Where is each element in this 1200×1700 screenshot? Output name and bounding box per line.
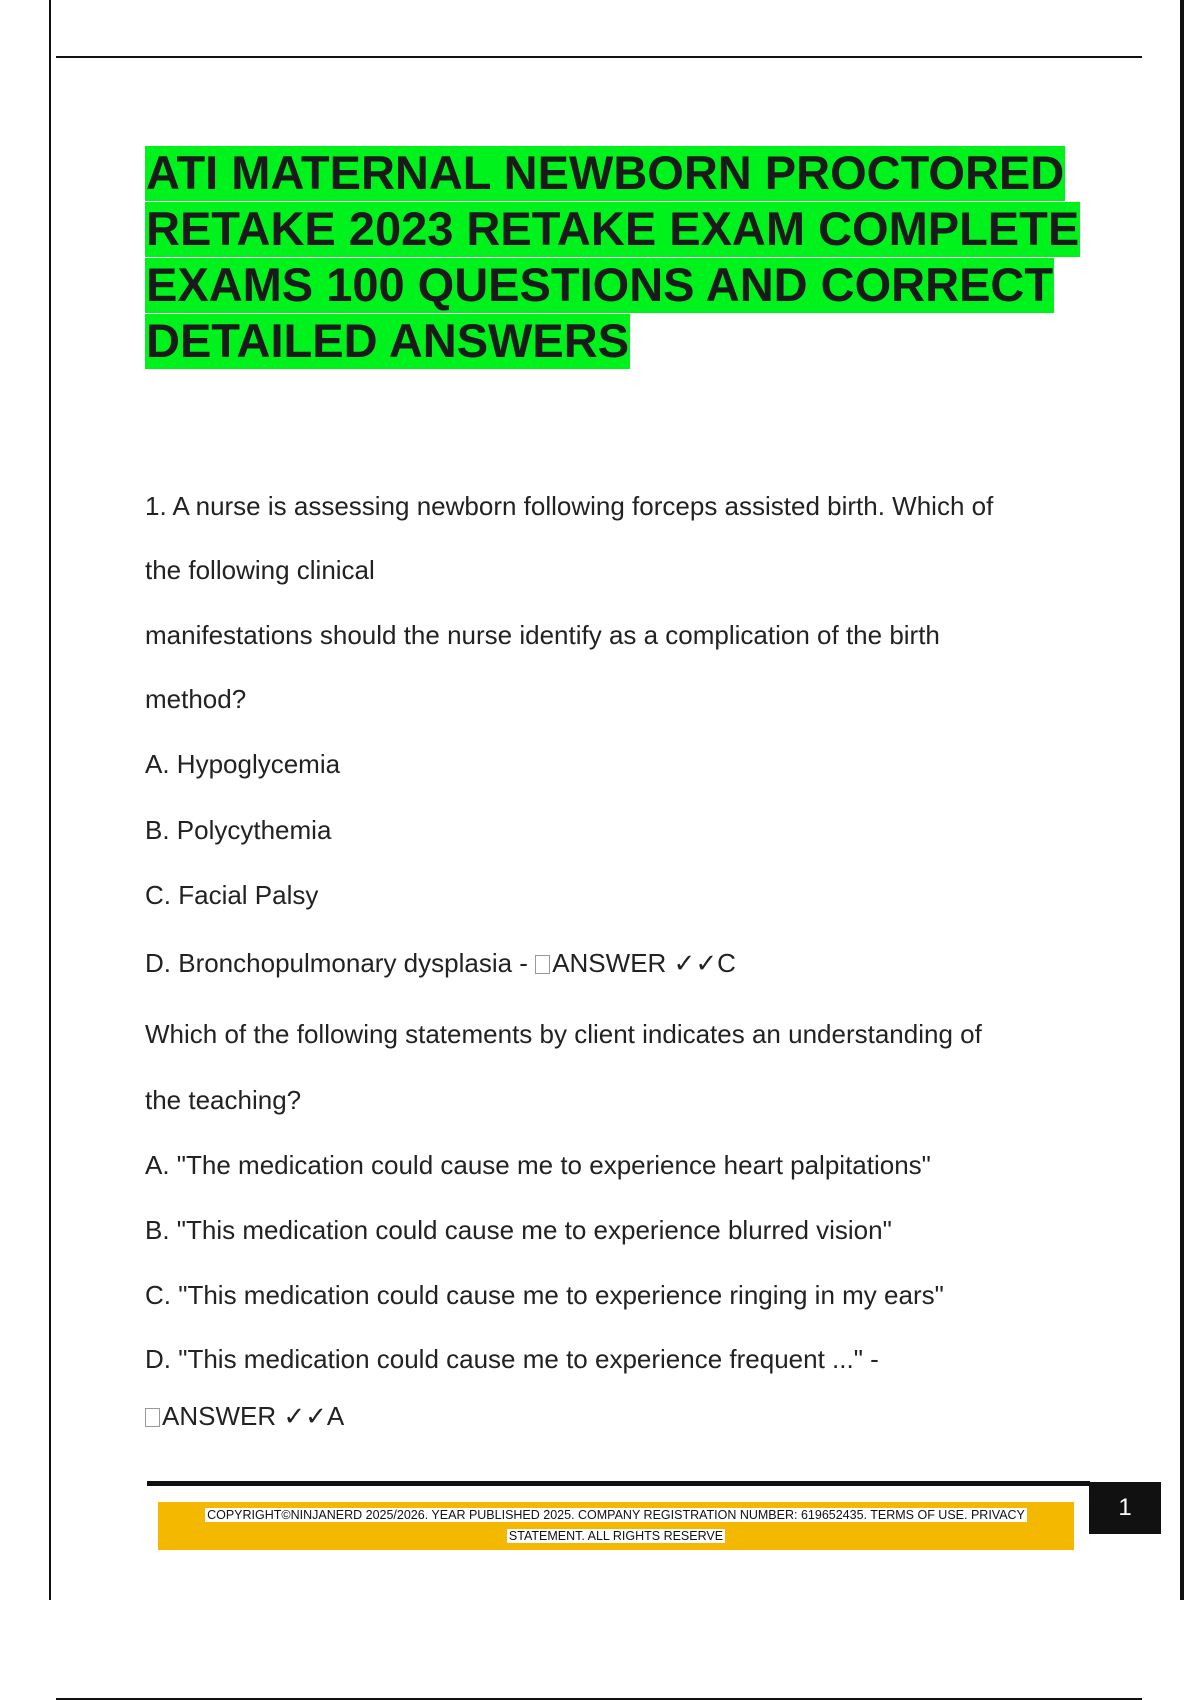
copyright-line-2: STATEMENT. ALL RIGHTS RESERVE (508, 1529, 724, 1543)
copyright-footer (158, 1502, 1074, 1550)
question-1-option-c: C. Facial Palsy (145, 880, 319, 910)
page-border-right (1180, 0, 1184, 1600)
copyright-line-1: COPYRIGHT©NINJANERD 2025/2026. YEAR PUBLISHED 2025. COMPANY REGISTRATION NUMBER: 619652435. TERMS OF USE. PRIVACY (207, 1508, 1025, 1522)
question-1-option-d-text: D. Bronchopulmonary dysplasia - (145, 948, 536, 978)
question-2-answer-line (145, 1399, 1105, 1433)
question-2-line-1: Which of the following statements by client indicates an understanding of (145, 1019, 982, 1049)
question-2-answer: ANSWER ✓✓A (162, 1401, 345, 1431)
page-number: 1 (1089, 1482, 1161, 1534)
question-2-option-b: B. "This medication could cause me to experience blurred vision" (145, 1215, 892, 1245)
question-1-answer: ANSWER ✓✓C (552, 948, 736, 978)
question-1-line-3: manifestations should the nurse identify as a complication of the birth (145, 620, 940, 650)
question-2-line-2: the teaching? (145, 1085, 302, 1115)
question-1-option-a: A. Hypoglycemia (145, 749, 341, 779)
question-1-line-4: method? (145, 684, 247, 714)
question-2-option-c: C. "This medication could cause me to experience ringing in my ears" (145, 1280, 944, 1310)
checkbox-glyph-icon (145, 1408, 160, 1427)
page-border-left (49, 0, 51, 1600)
title-highlight: ATI MATERNAL NEWBORN PROCTORED RETAKE 2023 RETAKE EXAM COMPLETE EXAMS 100 QUESTIONS AND CORRECT DETAILED ANSWERS (146, 146, 1080, 367)
footer-rule (147, 1481, 1090, 1486)
document-title (145, 145, 1105, 369)
header-rule (56, 56, 1142, 58)
question-2-option-a: A. "The medication could cause me to experience heart palpitations" (145, 1150, 931, 1180)
question-1-option-d (145, 946, 1105, 980)
question-1-line-2: the following clinical (145, 555, 375, 585)
question-1-line-1: 1. A nurse is assessing newborn following forceps assisted birth. Which of (145, 491, 994, 521)
question-2-option-d: D. "This medication could cause me to experience frequent ..." - (145, 1344, 879, 1374)
question-1-option-b: B. Polycythemia (145, 815, 332, 845)
checkbox-glyph-icon (535, 955, 550, 974)
